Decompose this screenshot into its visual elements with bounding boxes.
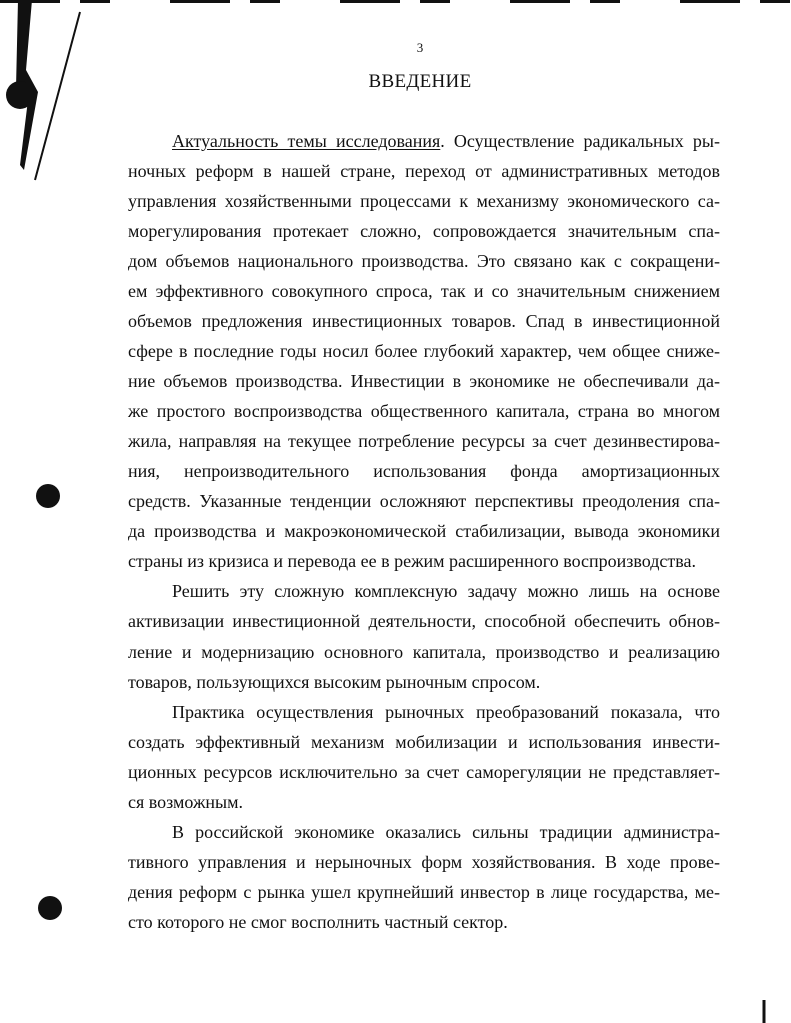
text-line: объемов предложения инвестиционных товаров. Спад в инвестиционной: [128, 311, 720, 331]
scan-stroke: [35, 12, 80, 180]
text-line: да производства и макроэкономической стабилизации, вывода экономики: [128, 521, 720, 541]
text-line: ление и модернизацию основного капитала, производство и реализацию: [128, 642, 720, 662]
text-line: ние объемов производства. Инвестиции в экономике не обеспечивали да-: [128, 371, 720, 391]
text-line: активизации инвестиционной деятельности, способной обеспечить обнов-: [128, 611, 720, 631]
topic-relevance-heading: Актуальность темы исследования: [172, 131, 441, 151]
text-line: тивного управления и нерыночных форм хозяйствования. В ходе прове-: [128, 852, 720, 872]
page-number: 3: [416, 40, 424, 55]
text-line: ся возможным.: [128, 792, 243, 812]
page-title: ВВЕДЕНИЕ: [368, 71, 472, 92]
text-line: сфере в последние годы носил более глубокий характер, чем общее сниже-: [128, 341, 720, 361]
text-line: Актуальность темы исследования. Осуществление радикальных ры-: [172, 131, 720, 151]
text-line: ночных реформ в нашей стране, переход от административных методов: [128, 161, 720, 181]
text-line: морегулирования протекает сложно, сопровождается значительным спа-: [128, 221, 720, 241]
text-line: сто которого не смог восполнить частный сектор.: [128, 912, 508, 932]
text-line: дом объемов национального производства. Это связано как с сокращени-: [128, 251, 720, 271]
text-line: страны из кризиса и перевода ее в режим расширенного воспроизводства.: [128, 551, 697, 571]
text-line: создать эффективный механизм мобилизации и использования инвести-: [128, 732, 720, 752]
text-line: В российской экономике оказались сильны традиции администра-: [172, 822, 720, 842]
text-line: Практика осуществления рыночных преобразований показала, что: [172, 702, 720, 722]
text-line: товаров, пользующихся высоким рыночным спросом.: [128, 672, 541, 692]
punch-hole-mark: [36, 484, 60, 508]
punch-hole-mark: [38, 896, 62, 920]
text-line: средств. Указанные тенденции осложняют перспективы преодоления спа-: [128, 491, 720, 511]
text-line: ем эффективного совокупного спроса, так и со значительным снижением: [128, 281, 720, 301]
text-line: дения реформ с рынка ушел крупнейший инвестор в лице государства, ме-: [128, 882, 720, 902]
text-line: жила, направляя на текущее потребление ресурсы за счет дезинвестирова-: [128, 431, 720, 451]
text-line: ционных ресурсов исключительно за счет саморегуляции не представляет-: [128, 762, 720, 782]
text-line: ния, непроизводительного использования фонда амортизационных: [128, 461, 720, 481]
text-line: управления хозяйственными процессами к механизму экономического са-: [128, 191, 720, 211]
text-line: Решить эту сложную комплексную задачу можно лишь на основе: [172, 581, 720, 601]
text-line: же простого воспроизводства общественного капитала, страна во многом: [128, 401, 720, 421]
